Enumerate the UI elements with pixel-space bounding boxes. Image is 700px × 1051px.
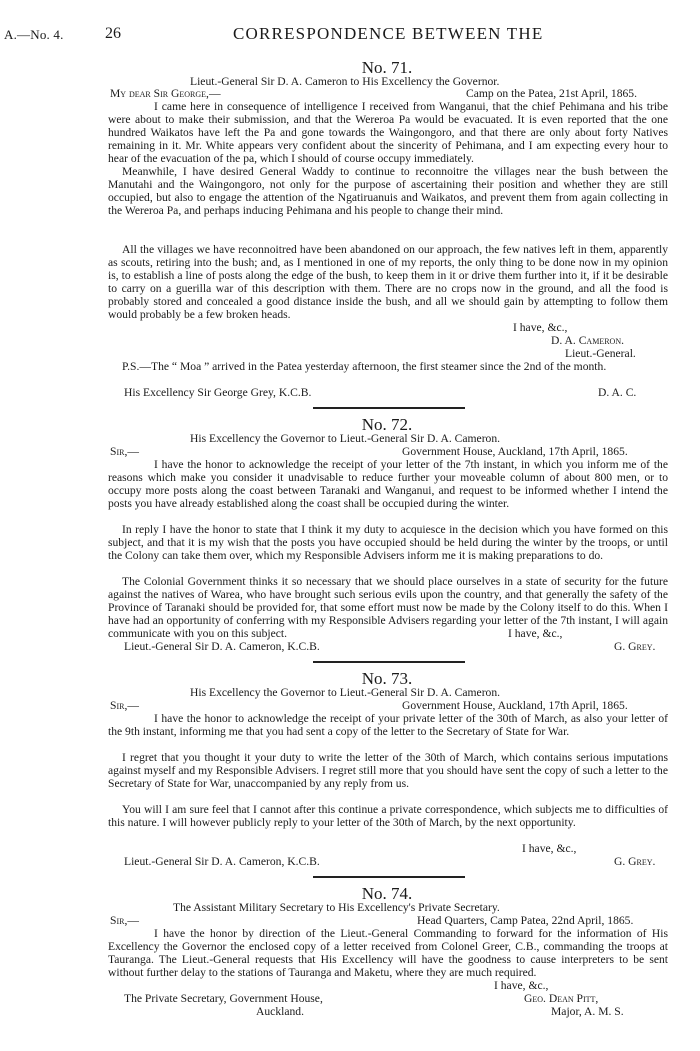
- letter-signature: G. Grey.: [614, 855, 656, 868]
- letter-closing: I have, &c.,: [522, 842, 577, 855]
- page-number: 26: [105, 25, 121, 42]
- letter-postscript: P.S.—The “ Moa ” arrived in the Patea yesterday afternoon, the first steamer since the 2nd of the month.: [122, 360, 607, 373]
- section-divider: [313, 661, 465, 663]
- letter-place-date: Government House, Auckland, 17th April, 1865.: [402, 445, 628, 458]
- letter-signature-title: Major, A. M. S.: [551, 1005, 624, 1018]
- letter-salutation: Sir,—: [110, 699, 139, 712]
- letter-paragraph: I have the honor to acknowledge the receipt of your letter of the 7th instant, in which you inform me of the reasons which make you consider it unadvisable to reduce further your moveable column of about 800 men, or to occupy more posts along the coast between Taranaki and Wanganui, and request to be informed whether I intend the posts you have already established along the coast shall be occupied during the winter.: [108, 458, 668, 511]
- letter-signature: Geo. Dean Pitt,: [524, 992, 599, 1005]
- section-divider: [313, 876, 465, 878]
- letter-paragraph: Meanwhile, I have desired General Waddy to continue to reconnoitre the villages near the bush between the Manutahi and the Waingongoro, not only for the purpose of ascertaining their position and whether they are still occupied, but also to engage the attention of the Ngatiruanuis and Waikatos, and prevent them from again collecting in the Wereroa Pa, and perhaps inducing Pehimana and his people to change their mind.: [108, 165, 668, 218]
- letter-addressee: The Private Secretary, Government House,: [124, 992, 323, 1005]
- letter-number: No. 73.: [361, 669, 413, 688]
- letter-addressee: Lieut.-General Sir D. A. Cameron, K.C.B.: [124, 855, 320, 868]
- letter-paragraph: I have the honor by direction of the Lieut.-General Commanding to forward for the information of His Excellency the Governor the enclosed copy of a letter received from Colonel Greer, C.B., commanding the troops at Tauranga. The Lieut.-General requests that His Excellency will have the goodness to cause interpreters to be sent without further delay to the stations of Tauranga and Maketu, where they are much required.: [108, 927, 668, 980]
- letter-number: No. 74.: [361, 884, 413, 903]
- letter-paragraph: You will I am sure feel that I cannot after this continue a private correspondence, which subjects me to difficulties of this nature. I will however publicly reply to your letter of the 30th of March, by the next opportunity.: [108, 803, 668, 830]
- letter-addressee: His Excellency Sir George Grey, K.C.B.: [124, 386, 312, 399]
- letter-addressee: Lieut.-General Sir D. A. Cameron, K.C.B.: [124, 640, 320, 653]
- letter-salutation: Sir,—: [110, 445, 139, 458]
- letter-addressee-line2: Auckland.: [256, 1005, 304, 1018]
- letter-paragraph: The Colonial Government thinks it so necessary that we should place ourselves in a state of security for the future against the natives of Warea, who have brought such serious evils upon the country, and that generally the safety of the Province of Taranaki should be provided for, that some effort must now be made by the Colony itself to do this. When I have had an opportunity of conferring with my Responsible Advisers regarding your letter of the 7th instant, I will again communicate with you on this subject.: [108, 575, 668, 641]
- letter-heading: The Assistant Military Secretary to His Excellency's Private Secretary.: [173, 901, 500, 914]
- letter-place-date: Head Quarters, Camp Patea, 22nd April, 1865.: [417, 914, 634, 927]
- document-reference: A.—No. 4.: [4, 27, 64, 42]
- letter-paragraph: I have the honor to acknowledge the receipt of your private letter of the 30th of March, as also your letter of the 9th instant, informing me that you had sent a copy of the letter to the Secretary of State for War.: [108, 712, 668, 739]
- section-divider: [313, 407, 465, 409]
- letter-initials: D. A. C.: [598, 386, 637, 399]
- letter-paragraph: I regret that you thought it your duty to write the letter of the 30th of March, which contains serious imputations against myself and my Responsible Advisers. I regret still more that you should have sent the copy of such a letter to the Secretary of State for War, unaccompanied by any reply from us.: [108, 751, 668, 791]
- letter-paragraph: I came here in consequence of intelligence I received from Wanganui, that the chief Pehimana and his tribe were about to make their submission, and that the Wereroa Pa would be evacuated. It is even reported that the one hundred Waikatos have left the Pa and gone towards the Waingongoro, and that there are only about forty Natives remaining in it. Mr. White appears very confident about the sincerity of Pehimana, and I am expecting every hour to hear of the evacuation of the pa, which I should of course occupy immediately.: [108, 100, 668, 166]
- letter-salutation: My dear Sir George,—: [110, 87, 221, 100]
- letter-place-date: Camp on the Patea, 21st April, 1865.: [466, 87, 637, 100]
- letter-closing: I have, &c.,: [494, 979, 549, 992]
- letter-signature-title: Lieut.-General.: [565, 347, 636, 360]
- letter-place-date: Government House, Auckland, 17th April, 1865.: [402, 699, 628, 712]
- letter-number: No. 71.: [361, 58, 413, 77]
- letter-closing: I have, &c.,: [508, 627, 563, 640]
- letter-heading: Lieut.-General Sir D. A. Cameron to His Excellency the Governor.: [190, 75, 500, 88]
- letter-number: No. 72.: [361, 415, 413, 434]
- letter-signature: G. Grey.: [614, 640, 656, 653]
- letter-heading: His Excellency the Governor to Lieut.-General Sir D. A. Cameron.: [190, 432, 501, 445]
- letter-paragraph: In reply I have the honor to state that I think it my duty to acquiesce in the decision which you have formed on this subject, and that it is my wish that the posts you have occupied should be held during the winter by the troops, or until the Colony can take them over, which my Responsible Advisers inform me it is making preparations to do.: [108, 523, 668, 563]
- letter-heading: His Excellency the Governor to Lieut.-General Sir D. A. Cameron.: [190, 686, 501, 699]
- letter-signature: D. A. Cameron.: [551, 334, 624, 347]
- running-title: CORRESPONDENCE BETWEEN THE: [233, 24, 544, 43]
- letter-salutation: Sir,—: [110, 914, 139, 927]
- letter-paragraph: All the villages we have reconnoitred have been abandoned on our approach, the few natives left in them, apparently as scouts, retiring into the bush; and, as I mentioned in one of my reports, the only thing to be done now in my opinion is, to establish a line of posts along the edge of the bush, to keep them in it or drive them further into it, if it be desirable to carry on a guerilla war of this description with them. There are no crops now in the ground, and all the food is probably stored and concealed a good distance inside the bush, and all we should gain by attempting to follow them would probably be a few broken heads.: [108, 243, 668, 322]
- letter-closing: I have, &c.,: [513, 321, 568, 334]
